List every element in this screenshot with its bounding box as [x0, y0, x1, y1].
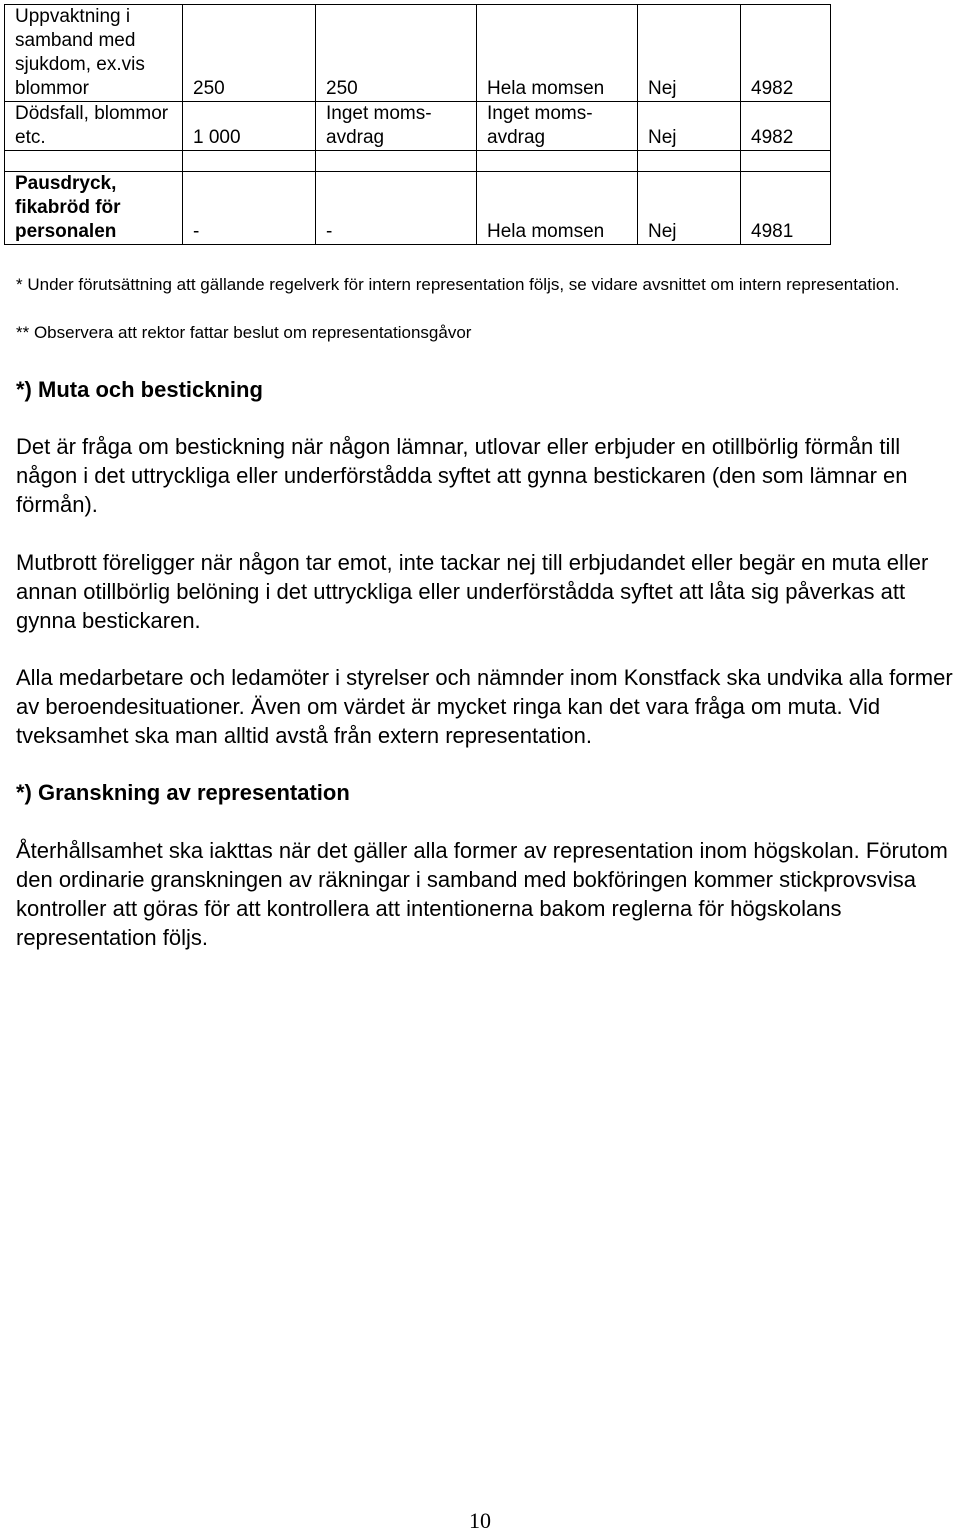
section-heading-bribery: *) Muta och bestickning [16, 377, 263, 402]
page-number: 10 [469, 1508, 491, 1533]
table-cell [741, 151, 831, 172]
table-cell: 4981 [741, 172, 831, 245]
table-cell: 1 000 [183, 102, 316, 151]
table-cell [638, 151, 741, 172]
footnote-2: ** Observera att rektor fattar beslut om representationsgåvor [16, 323, 472, 342]
table-cell [477, 151, 638, 172]
table-cell: 250 [316, 5, 477, 102]
table-cell: Uppvaktning i samband med sjukdom, ex.vis blommor [5, 5, 183, 102]
section-heading-review: *) Granskning av representation [16, 780, 350, 805]
footnote-1: * Under förutsättning att gällande regelverk för intern representation följs, se vidare avsnittet om intern representation. [16, 275, 900, 294]
table-row [5, 151, 831, 172]
table-cell: Pausdryck, fikabröd för personalen [5, 172, 183, 245]
table-cell: - [316, 172, 477, 245]
table-row [5, 102, 831, 151]
table-cell: Inget moms-avdrag [316, 102, 477, 151]
table-cell [5, 151, 183, 172]
table-cell: Nej [638, 172, 741, 245]
table-cell: 4982 [741, 5, 831, 102]
table-cell: Nej [638, 5, 741, 102]
table-cell [183, 151, 316, 172]
paragraph: Det är fråga om bestickning när någon lämnar, utlovar eller erbjuder en otillbörlig förmån till någon i det uttryckliga eller underförstådda syftet att gynna bestickaren (den som lämnar en förmån). [16, 434, 908, 517]
paragraph: Mutbrott föreligger när någon tar emot, inte tackar nej till erbjudandet eller begär en muta eller annan otillbörlig belöning i det uttryckliga eller underförstådda syftet att låta sig påverkas att gynna bestickaren. [16, 550, 929, 633]
table-cell: Dödsfall, blommor etc. [5, 102, 183, 151]
table-row [5, 5, 831, 102]
paragraph: Alla medarbetare och ledamöter i styrelser och nämnder inom Konstfack ska undvika alla former av beroendesituationer. Även om värdet är mycket ringa kan det vara fråga om muta. Vid tveksamhet ska man alltid avstå från extern representation. [16, 665, 953, 748]
table-cell [316, 151, 477, 172]
table-cell: Hela momsen [477, 172, 638, 245]
paragraph: Återhållsamhet ska iakttas när det gäller alla former av representation inom högskolan. Förutom den ordinarie granskningen av räkningar i samband med bokföringen kommer stickprovsvisa kontroller att göras för att kontrollera att intentionerna bakom reglerna för högskolans representation följs. [16, 838, 948, 950]
table-cell: Inget moms-avdrag [477, 102, 638, 151]
table-cell: - [183, 172, 316, 245]
table-cell: Nej [638, 102, 741, 151]
table-cell: 250 [183, 5, 316, 102]
table-cell: 4982 [741, 102, 831, 151]
representation-table [4, 4, 831, 245]
table-cell: Hela momsen [477, 5, 638, 102]
table-row [5, 172, 831, 245]
